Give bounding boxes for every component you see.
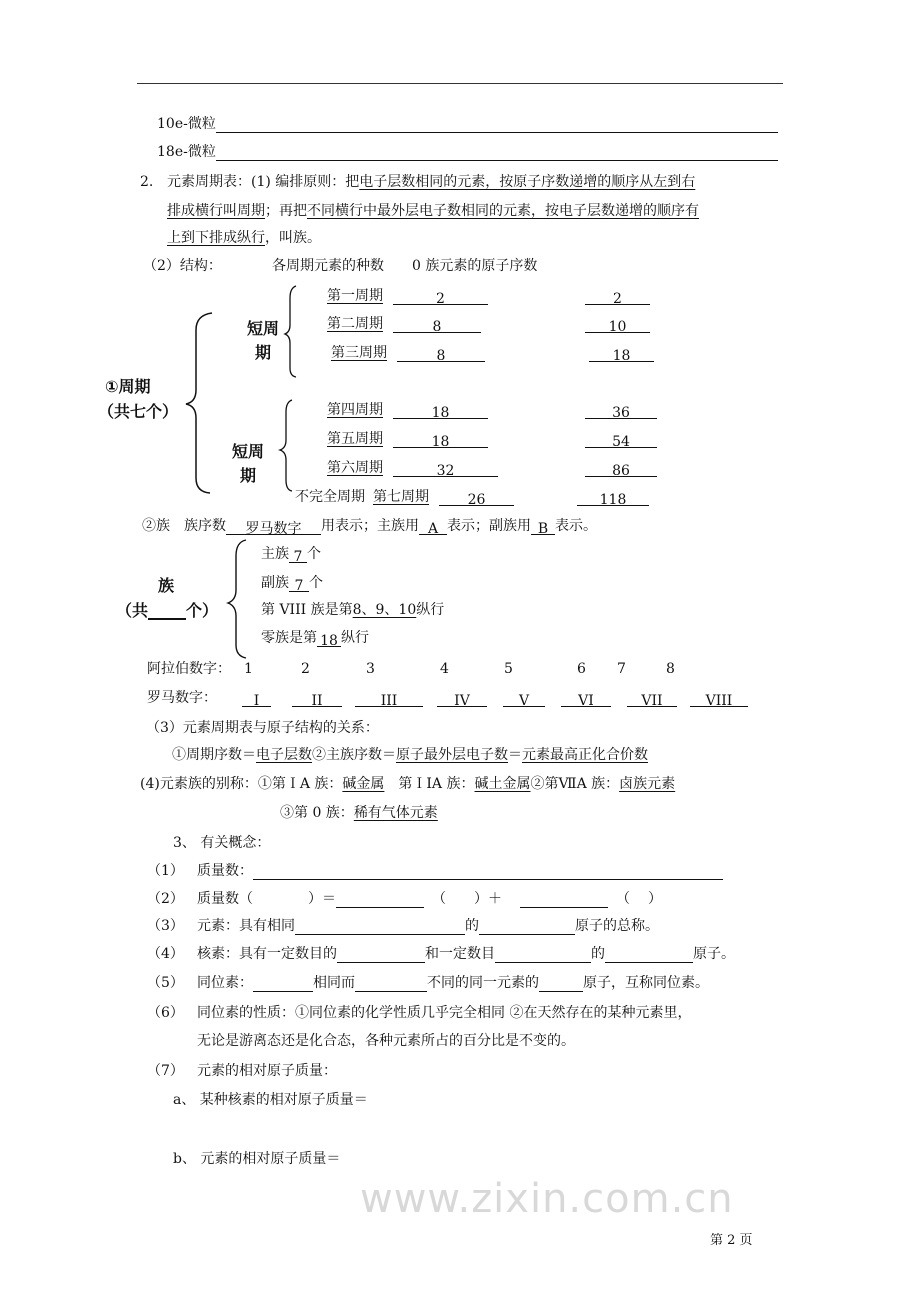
groups-count: （共 个） — [116, 601, 219, 620]
aliases-line: (4)元素族的别称：①第ＩA 族：碱金属 第ＩIA 族：碱土金属②第ⅦA 族：卤族元素 — [140, 776, 676, 792]
period-zero: 86 — [585, 459, 657, 477]
sec2-line2: 排成横行叫周期；再把不同横行中最外层电子数相同的元素，按电子层数递增的顺序有 — [167, 203, 699, 219]
period-zero: 54 — [585, 430, 657, 448]
concept-num: （2） — [147, 891, 184, 907]
roman-label: 罗马数字： — [147, 690, 217, 706]
concept-num: （3） — [147, 918, 184, 934]
relation-title: （3）元素周期表与原子结构的关系： — [146, 720, 379, 736]
concept-7: 元素的相对原子质量： — [197, 1063, 337, 1079]
sec3-title: 3、 有关概念： — [173, 835, 271, 851]
arabic-numeral: 7 — [617, 661, 626, 677]
page-number: 第 2 页 — [710, 1233, 753, 1248]
concept-num: （6） — [147, 1005, 184, 1021]
period-row-incomplete: 不完全周期 第七周期 26 — [295, 488, 514, 506]
concept-2: 质量数（ ）＝ （ ）＋ （ ） — [197, 891, 662, 907]
groups-viii: 第 VIII 族是第8、9、10纵行 — [261, 602, 445, 618]
structure-label: （2）结构： — [143, 258, 222, 274]
long-period-label: 短周 — [232, 442, 265, 461]
concept-num: （1） — [147, 863, 184, 879]
groups-sub: 副族 7 个 — [261, 575, 323, 594]
structure-col2: 0 族元素的原子序数 — [412, 258, 538, 274]
roman-numeral: I — [242, 689, 271, 707]
long-period-label-2: 期 — [240, 466, 257, 485]
concept-1: 质量数： — [197, 862, 723, 880]
arabic-numeral: 2 — [301, 661, 310, 677]
roman-numeral: VIII — [690, 689, 748, 707]
concept-6-line2: 无论是游离态还是化合态，各种元素所占的百分比是不变的。 — [197, 1033, 575, 1049]
concept-7a: a、 某种核素的相对原子质量＝ — [173, 1092, 368, 1108]
short-period-label: 短周 — [247, 319, 280, 338]
groups-intro: ②族 族序数 罗马数字 用表示；主族用 A 表示；副族用 B 表示。 — [142, 518, 597, 537]
structure-col1: 各周期元素的种数 — [272, 258, 384, 274]
period-zero: 2 — [585, 287, 650, 305]
period-row: 第一周期 2 — [327, 287, 488, 305]
roman-numeral: VII — [627, 689, 677, 707]
roman-numeral: II — [292, 689, 342, 707]
groups-zero: 零族是第 18 纵行 — [261, 630, 369, 649]
concept-7b: b、 元素的相对原子质量＝ — [173, 1151, 341, 1167]
concept-5: 同位素： 相同而 不同的同一元素的 原子，互称同位素。 — [197, 975, 709, 991]
period-zero: 118 — [577, 488, 649, 506]
roman-numeral: V — [503, 689, 545, 707]
watermark: www.zixin.com.cn — [360, 1176, 734, 1222]
roman-numeral: IV — [437, 689, 487, 707]
short-period-label-2: 期 — [255, 343, 272, 362]
roman-numeral: III — [355, 689, 423, 707]
period-row: 第二周期 8 — [327, 315, 481, 333]
sec2-line1: 元素周期表：(1) 编排原则：把电子层数相同的元素，按原子序数递增的顺序从左到右 — [167, 174, 696, 190]
sec2-num: 2. — [140, 174, 154, 190]
relation-line: ①周期序数＝电子层数②主族序数＝原子最外层电子数＝元素最高正化合价数 — [172, 747, 648, 763]
particles-18e: 18e-微粒 — [157, 143, 778, 161]
periods-title: ①周期 — [105, 377, 151, 396]
concept-num: （5） — [147, 975, 184, 991]
aliases-line-2: ③第 0 族：稀有气体元素 — [280, 805, 438, 821]
period-row: 第四周期 18 — [327, 401, 488, 419]
arabic-numeral: 8 — [666, 661, 675, 677]
period-zero: 36 — [585, 401, 657, 419]
period-zero: 18 — [589, 344, 654, 362]
arabic-numeral: 4 — [440, 661, 449, 677]
particles-10e: 10e-微粒 — [157, 115, 778, 133]
period-row: 第六周期 32 — [327, 459, 498, 477]
sec2-line3: 上到下排成纵行，叫族。 — [167, 230, 321, 246]
arabic-numeral: 6 — [577, 661, 586, 677]
period-zero: 10 — [585, 315, 650, 333]
arabic-label: 阿拉伯数字： — [147, 661, 231, 677]
periods-subtitle: （共七个） — [98, 402, 179, 421]
concept-3: 元素：具有相同 的 原子的总称。 — [197, 918, 659, 934]
roman-numeral: VI — [561, 689, 611, 707]
concept-6: 同位素的性质：①同位素的化学性质几乎完全相同 ②在天然存在的某种元素里， — [197, 1005, 692, 1021]
concept-num: （4） — [147, 946, 184, 962]
arabic-numeral: 1 — [244, 661, 253, 677]
period-row: 第三周期 8 — [331, 344, 485, 362]
groups-main: 主族 7 个 — [261, 546, 321, 565]
arabic-numeral: 5 — [504, 661, 513, 677]
concept-num: （7） — [147, 1063, 184, 1079]
period-row: 第五周期 18 — [327, 430, 488, 448]
groups-title: 族 — [158, 576, 175, 595]
arabic-numeral: 3 — [366, 661, 375, 677]
concept-4: 核素：具有一定数目的 和一定数目 的 原子。 — [197, 946, 735, 962]
